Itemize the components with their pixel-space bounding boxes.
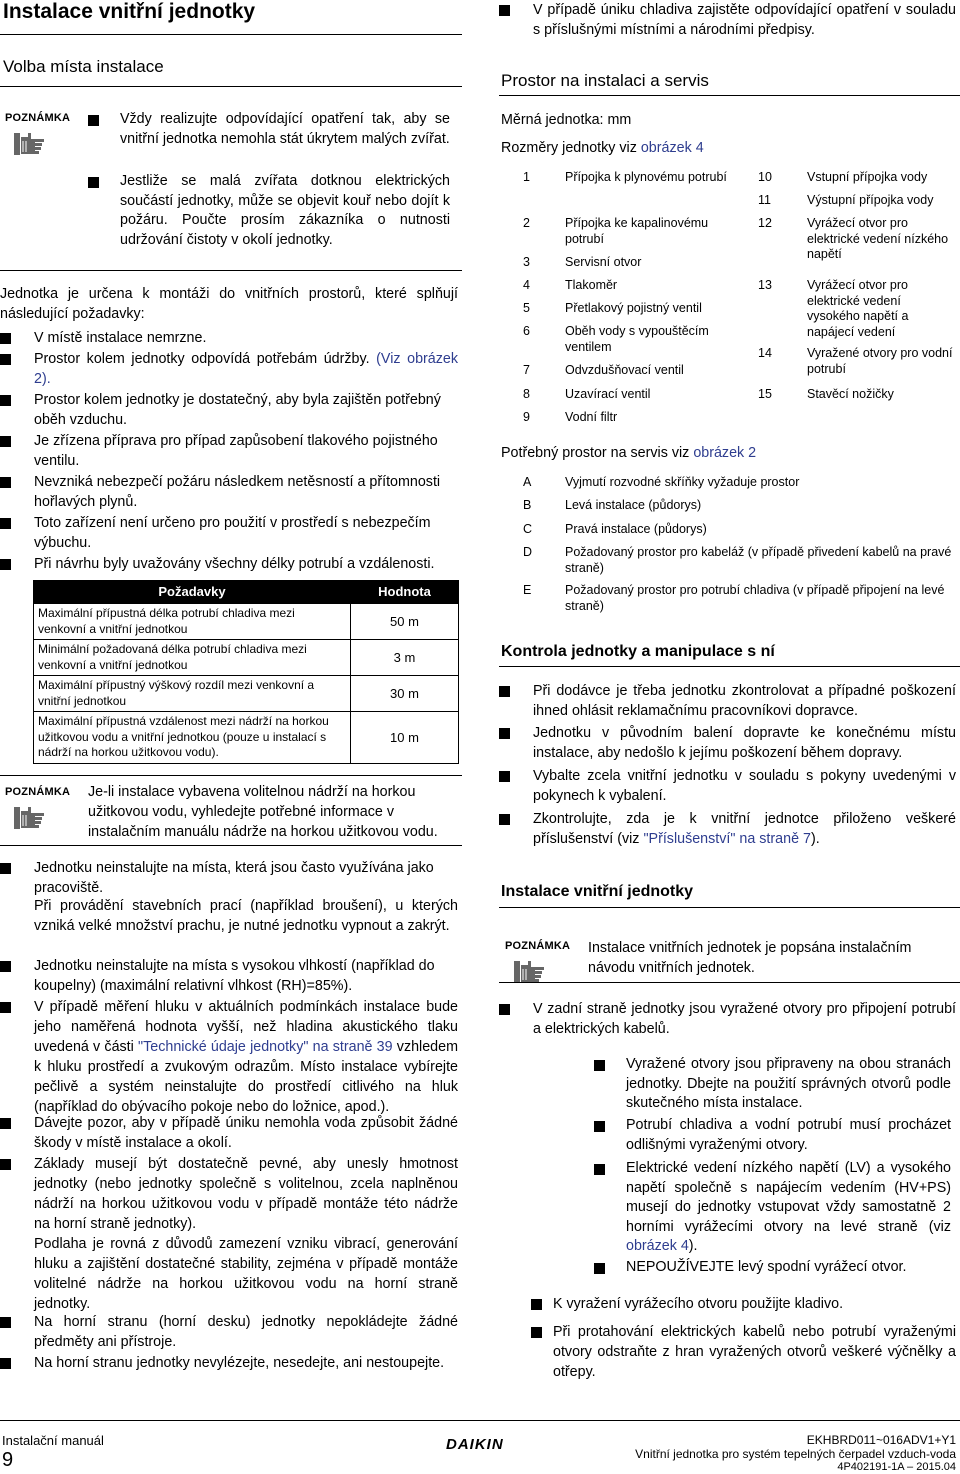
- table-cell-requirement: Minimální požadovaná délka potrubí chladiva mezi venkovní a vnitřní jednotkou: [34, 640, 351, 676]
- legend-text: Přetlakový pojistný ventil: [565, 301, 702, 315]
- legend-number: 4: [523, 278, 530, 292]
- requirement-4: Je zřízena příprava pro případ zapůsobení tlakového pojistného ventilu.: [0, 431, 458, 471]
- legend-text: Vyrážecí otvor pro elektrické vedení nízkého napětí: [807, 216, 949, 261]
- leak-bullet: V případě úniku chladiva zajistěte odpovídající opatření v souladu s příslušnými místními a národními předpisy.: [499, 0, 956, 40]
- figure-link[interactable]: obrázek 4: [626, 1238, 689, 1254]
- location-bullet-4: Dávejte pozor, aby v případě úniku nemohla voda způsobit žádné škody v místě instalace a okolí.: [0, 1113, 458, 1153]
- note-bullet-2: Jestliže se malá zvířata dotknou elektrických součástí jednotky, může se objevit kouř nebo dojít k požáru. Poučte prosím zákazníka o nutnosti udržování čistoty v okolí jednotky.: [88, 172, 450, 250]
- legend-text: Vyražené otvory pro vodní potrubí: [807, 346, 953, 376]
- service-text: Potřebný prostor na servis viz obrázek 2: [501, 445, 757, 461]
- daikin-logo: DAIKIN: [446, 1436, 504, 1453]
- requirements-table: [33, 580, 459, 764]
- location-paragraph-1: Při provádění stavebních prací (například broušení), u kterých vzniká velké množství prachu, je nutné jednotku vypnout a zakrýt.: [34, 898, 458, 934]
- legend-text: Pravá instalace (půdorys): [565, 522, 707, 536]
- section-rule: [0, 86, 462, 87]
- note-rule: [499, 982, 960, 983]
- legend-number: B: [523, 498, 532, 512]
- note-rule: [0, 845, 462, 846]
- table-header-value: Hodnota: [351, 581, 459, 604]
- note-bullet-1: Vždy realizujte odpovídající opatření tak, aby se vnitřní jednotka nemohla stát úkrytem malých zvířat.: [88, 110, 450, 149]
- legend-text: Vyrážecí otvor pro elektrické vedení vysokého napětí a napájecí vedení: [807, 278, 909, 339]
- table-row: [34, 712, 459, 764]
- table-row: [34, 676, 459, 712]
- requirement-3: Prostor kolem jednotky je dostatečný, aby byla zajištěn potřebný oběh vzduchu.: [0, 390, 458, 430]
- table-row: [34, 604, 459, 640]
- legend-number: 1: [523, 170, 530, 184]
- table-cell-requirement: Maximální přípustná vzdálenost mezi nádrží na horkou užitkovou vodu a vnitřní jednotkou (pouze u instalací s nádrží na horkou užitkovou vodu).: [34, 712, 351, 764]
- table-cell-value: 10 m: [351, 712, 459, 764]
- legend-text: Přípojka k plynovému potrubí: [565, 170, 727, 184]
- section-rule: [499, 907, 960, 908]
- legend-text: Požadovaný prostor pro kabeláž (v případě přivedení kabelů na pravé straně): [565, 545, 952, 575]
- requirement-1: V místě instalace nemrzne.: [0, 328, 458, 348]
- legend-number: 7: [523, 363, 530, 377]
- section-heading-inspection: Kontrola jednotky a manipulace s ní: [501, 643, 775, 660]
- table-cell-requirement: Maximální přípustná délka potrubí chladiva mezi venkovní a vnitřní jednotkou: [34, 604, 351, 640]
- legend-text: Uzavírací ventil: [565, 387, 651, 401]
- legend-number: 2: [523, 216, 530, 230]
- requirement-5: Nevzniká nebezpečí požáru následkem netěsností a přítomnosti hořlavých plynů.: [0, 472, 458, 512]
- requirement-7: Při návrhu byly uvažovány všechny délky potrubí a vzdálenosti.: [0, 554, 458, 574]
- section-heading-installation: Instalace vnitřní jednotky: [501, 883, 694, 900]
- section-rule: [499, 95, 960, 96]
- figure-link[interactable]: obrázek 4: [640, 140, 704, 156]
- title-rule: [0, 34, 462, 35]
- table-cell-value: 30 m: [351, 676, 459, 712]
- legend-number: A: [523, 475, 532, 489]
- location-bullet-3: V případě měření hluku v aktuálních podmínkách instalace bude jeho naměřená hodnota vyšší, než hladina akustického tlaku uvedená v části "Technické údaje jednotky" na straně 39 vzhledem k hluku prostředí a zvukovým odrazům. Místo instalace vybírejte pečlivě a systém neinstalujte do prostředí citlivého na hluk (například do obývacího pokoje nebo do ložnice, apod.).: [0, 997, 458, 1117]
- section-rule: [499, 666, 960, 667]
- knockout-bullet-3: Elektrické vedení nízkého napětí (LV) a vysokého napětí společně s napájecím vedením (HV+PS) musejí do jednotky vstupovat vždy samostatně 2 horními vyrážecími otvory na levé straně (viz obrázek 4).: [594, 1159, 951, 1257]
- knockout-bullet-2: Potrubí chladiva a vodní potrubí musí procházet odlišnými vyraženými otvory.: [594, 1116, 951, 1155]
- inspection-bullet-2: Jednotku v původním balení dopravte ke konečnému místu instalace, aby nedošlo k jejímu poškození během dopravy.: [499, 723, 956, 763]
- location-paragraph-5: Podlaha je rovná z důvodů zamezení vzniku vibrací, generování hluku a zajištění dostatečné stability, zejména v případě montáže volitelné nádrže na horkou užitkovou vodu na horní straně jednotky.: [34, 1236, 458, 1312]
- legend-number: 5: [523, 301, 530, 315]
- legend-text: Servisní otvor: [565, 255, 642, 269]
- requirement-6: Toto zařízení není určeno pro použití v prostředí s nebezpečím výbuchu.: [0, 513, 458, 553]
- knockout-bullet-1: Vyražené otvory jsou připraveny na obou stranách jednotky. Dbejte na použití správných otvorů podle skutečného místa instalace.: [594, 1055, 951, 1114]
- legend-text: Odvzdušňovací ventil: [565, 363, 684, 377]
- table-header-requirements: Požadavky: [34, 581, 351, 604]
- legend-number: 13: [758, 278, 772, 292]
- legend-number: 10: [758, 170, 772, 184]
- legend-number: 3: [523, 255, 530, 269]
- figure-link[interactable]: obrázek 2: [693, 445, 757, 461]
- unit-text: Měrná jednotka: mm: [501, 112, 632, 128]
- location-bullet-7: Na horní stranu jednotky nevylézejte, nesedejte, ani nestoupejte.: [0, 1353, 458, 1373]
- legend-text: Vstupní přípojka vody: [807, 170, 928, 184]
- table-cell-requirement: Maximální přípustný výškový rozdíl mezi venkovní a vnitřní jednotkou: [34, 676, 351, 712]
- note-label: POZNÁMKA: [5, 786, 71, 798]
- installation-bullet-3: Při protahování elektrických kabelů nebo potrubí vyraženými otvory odstraňte z hran vyražených otvorů veškeré výčnělky a otřepy.: [531, 1322, 956, 1382]
- inspection-bullet-1: Při dodávce je třeba jednotku zkontrolovat a případné poškození ihned ohlásit reklamačnímu pracovníkovi dopravce.: [499, 681, 956, 721]
- legend-number: 8: [523, 387, 530, 401]
- accessories-link[interactable]: "Příslušenství" na straně 7: [643, 831, 811, 847]
- table-cell-value: 3 m: [351, 640, 459, 676]
- note-rule: [0, 775, 462, 776]
- location-bullet-5: Základy musejí být dostatečně pevné, aby unesly hmotnost jednotky (nebo jednotky společně s volitelnou, zcela naplněnou nádrží na horkou užitkovou vodu v případě montáže této nádrže na horní straně jednotky).: [0, 1154, 458, 1234]
- legend-text: Levá instalace (půdorys): [565, 498, 702, 512]
- footer-code: 4P402191-1A – 2015.04: [837, 1461, 956, 1473]
- footer-model: EKHBRD011~016ADV1+Y1: [806, 1433, 956, 1447]
- footer-manual: Instalační manuál: [2, 1433, 104, 1448]
- page-title: Instalace vnitřní jednotky: [3, 0, 256, 23]
- location-bullet-2: Jednotku neinstalujte na místa s vysokou vlhkostí (například do koupelny) (maximální relativní vlhkost (RH)=85%).: [0, 956, 458, 996]
- legend-text: Tlakoměr: [565, 278, 618, 292]
- figure-link[interactable]: (Viz obrázek 2).: [34, 351, 458, 387]
- legend-text: Výstupní přípojka vody: [807, 193, 934, 207]
- requirement-2: Prostor kolem jednotky odpovídá potřebám údržby. (Viz obrázek 2).: [0, 349, 458, 389]
- table-row: [34, 640, 459, 676]
- knockout-bullet-4: NEPOUŽÍVEJTE levý spodní vyrážecí otvor.: [594, 1258, 951, 1278]
- legend-text: Požadovaný prostor pro potrubí chladiva (v případě připojení na levé straně): [565, 583, 945, 613]
- page-number: 9: [2, 1449, 14, 1471]
- legend-number: 12: [758, 216, 772, 230]
- legend-text: Vodní filtr: [565, 410, 618, 424]
- note-text: Je-li instalace vybavena volitelnou nádrží na horkou užitkovou vodu, vyhledejte potřebné informace v instalačním manuálu nádrže na horkou užitkovou vodu.: [88, 784, 438, 840]
- installation-bullet-1: V zadní straně jednotky jsou vyražené otvory pro připojení potrubí a elektrických kabelů.: [499, 999, 956, 1039]
- note-text: Instalace vnitřních jednotek je popsána instalačním návodu vnitřních jednotek.: [588, 940, 912, 976]
- dimensions-text: Rozměry jednotky viz obrázek 4: [501, 140, 704, 156]
- section-heading-location: Volba místa instalace: [3, 57, 164, 76]
- legend-number: E: [523, 583, 532, 597]
- legend-number: 9: [523, 410, 530, 424]
- legend-text: Vyjmutí rozvodné skříňky vyžaduje prostor: [565, 475, 800, 489]
- legend-number: 11: [758, 193, 771, 207]
- location-bullet-1: Jednotku neinstalujte na místa, která jsou často využívána jako pracoviště.: [0, 858, 458, 898]
- legend-text: Stavěcí nožičky: [807, 387, 894, 401]
- legend-number: 15: [758, 387, 772, 401]
- location-bullet-6: Na horní stranu (horní desku) jednotky nepokládejte žádné předměty ani přístroje.: [0, 1312, 458, 1352]
- legend-number: 6: [523, 324, 530, 338]
- inspection-bullet-4: Zkontrolujte, zda je k vnitřní jednotce přiloženo veškeré příslušenství (viz "Příslušenství" na straně 7).: [499, 809, 956, 849]
- pointing-hand-icon: [14, 131, 46, 157]
- table-cell-value: 50 m: [351, 604, 459, 640]
- footer-description: Vnitřní jednotka pro systém tepelných čerpadel vzduch-voda: [635, 1447, 956, 1461]
- pointing-hand-icon: [14, 805, 46, 831]
- intro-paragraph: Jednotka je určena k montáži do vnitřních prostorů, které splňují následující požadavky:: [0, 286, 458, 322]
- legend-text: Oběh vody s vypouštěcím ventilem: [565, 324, 709, 354]
- footer-rule: [0, 1420, 960, 1421]
- legend-number: D: [523, 545, 533, 559]
- note-rule: [0, 270, 462, 271]
- section-heading-service-space: Prostor na instalaci a servis: [501, 71, 709, 90]
- inspection-bullet-3: Vybalte zcela vnitřní jednotku v souladu s pokyny uvedenými v pokynech k vybalení.: [499, 766, 956, 806]
- legend-number: 14: [758, 346, 772, 360]
- legend-number: C: [523, 522, 533, 536]
- installation-bullet-2: K vyražení vyrážecího otvoru použijte kladivo.: [531, 1294, 956, 1314]
- technical-data-link[interactable]: "Technické údaje jednotky" na straně 39: [138, 1039, 393, 1055]
- legend-text: Přípojka ke kapalinovému potrubí: [565, 216, 709, 246]
- note-label: POZNÁMKA: [505, 940, 571, 952]
- note-label: POZNÁMKA: [5, 112, 71, 124]
